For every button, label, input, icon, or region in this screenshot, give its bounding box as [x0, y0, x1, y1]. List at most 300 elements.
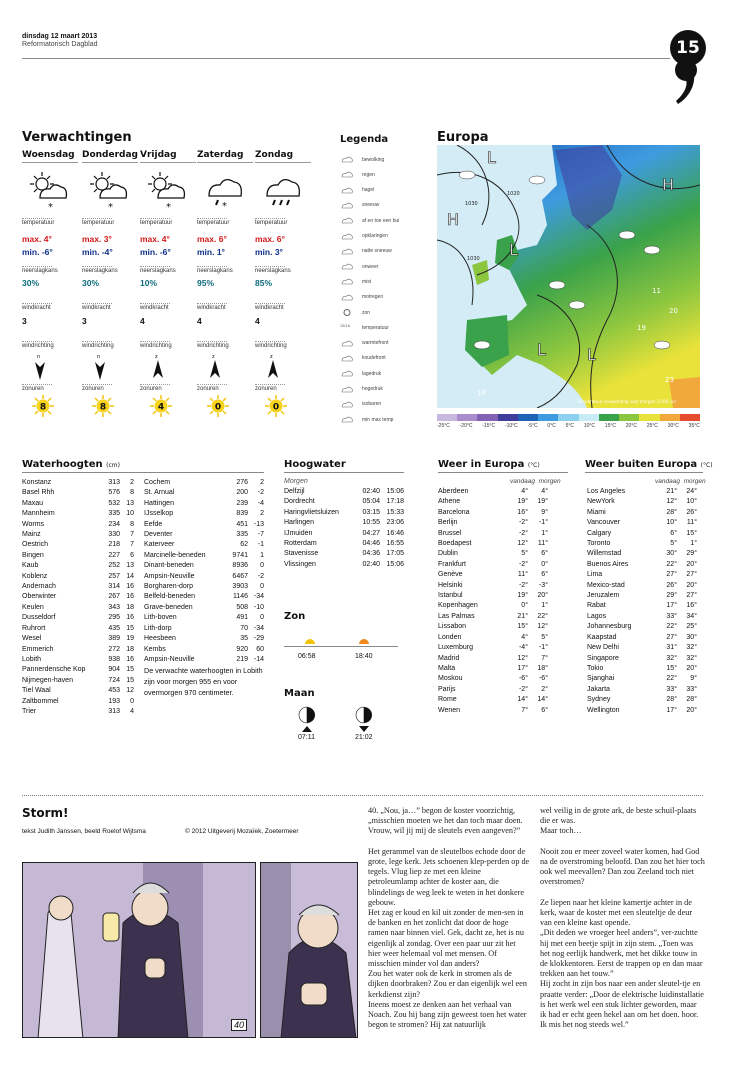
rain-label: neerslagkans — [197, 268, 233, 274]
row-label: Vlissingen — [284, 560, 316, 568]
newspaper-name: Reformatorisch Dagblad — [22, 41, 98, 48]
min-temp: min. -6° — [22, 247, 53, 257]
table-row — [438, 539, 548, 549]
table-row — [587, 497, 697, 507]
table-row — [587, 508, 697, 518]
row-value: 28° — [686, 696, 697, 704]
scale-swatch — [477, 414, 497, 421]
table-row — [284, 529, 404, 539]
snow-sun-icon — [28, 170, 70, 212]
row-value: 1146 — [232, 593, 248, 601]
table-row — [587, 622, 697, 632]
legend-label: opklaringen — [362, 233, 388, 239]
row-value: 32° — [686, 644, 697, 652]
forecast-day — [197, 150, 253, 413]
row-value: 17:18 — [386, 498, 404, 506]
story-credit: tekst Judith Janssen, beeld Roelof Wijtsma — [22, 828, 146, 835]
row-value: 11° — [537, 540, 548, 548]
row-value: 29° — [666, 592, 677, 600]
row-value: 12° — [517, 540, 528, 548]
forecast-day — [140, 150, 196, 413]
row-value: 20° — [686, 581, 697, 589]
row-value: 508 — [236, 603, 248, 611]
scale-label: 20°C — [625, 423, 637, 429]
row-value: -2° — [518, 685, 528, 693]
scale-swatch — [498, 414, 518, 421]
isobar-label: 1020 — [507, 191, 520, 197]
row-label: Emmerich — [22, 645, 54, 653]
row-value: 314 — [108, 583, 120, 591]
water-divider — [22, 472, 264, 473]
table-row — [144, 499, 264, 509]
row-label: Lima — [587, 571, 603, 579]
table-row — [144, 540, 264, 550]
rain-label: neerslagkans — [140, 268, 176, 274]
table-row — [22, 676, 134, 686]
table-row — [284, 539, 404, 549]
table-row — [587, 591, 697, 601]
table-row — [438, 695, 548, 705]
temperature-scale — [437, 414, 700, 421]
table-row — [438, 529, 548, 539]
row-label: Ampsin-Neuville — [144, 572, 195, 580]
wind-direction-icon — [90, 352, 110, 382]
water-table-2 — [144, 478, 264, 665]
sun-icons — [298, 636, 388, 650]
max-temp: max. 4° — [140, 234, 170, 244]
table-row — [22, 509, 134, 519]
sun-label: zonuren — [82, 384, 112, 392]
row-label: Luxemburg — [438, 644, 474, 652]
legend-icon — [340, 339, 354, 348]
isobar-label: 1030 — [467, 256, 480, 262]
row-label: Parijs — [438, 685, 456, 693]
forecast-day — [22, 150, 78, 413]
row-value: 0° — [541, 560, 548, 568]
sunrise-icon — [302, 639, 318, 650]
row-value: 15 — [126, 624, 134, 632]
sleet-cloud-icon — [203, 170, 245, 212]
row-label: Cochem — [144, 479, 171, 486]
row-value: -10 — [253, 603, 264, 611]
row-value: 28° — [666, 696, 677, 704]
table-row — [438, 518, 548, 528]
legend-label: sneeuw — [362, 202, 380, 209]
legend-item — [340, 155, 384, 164]
row-value: 6467 — [232, 572, 248, 580]
weer-europa-colheads: vandaag morgen — [510, 478, 561, 485]
table-row — [587, 487, 697, 497]
moon-icons — [296, 705, 386, 735]
row-value: 16 — [126, 655, 134, 663]
wind-force: 4 — [197, 316, 202, 326]
row-value: 19 — [126, 635, 134, 643]
row-value: 05:04 — [362, 498, 380, 506]
high-pressure-label: H — [447, 210, 460, 229]
wind-direction-icon — [148, 352, 168, 382]
row-label: Boedapest — [438, 540, 472, 548]
row-label: Toronto — [587, 540, 611, 548]
row-value: 5° — [541, 633, 548, 641]
story-column-2: wel veilig in de grote ark, de beste schuil-plaats die er was. Maar toch… Nooit zou er meer zoveel water komen, had God na de overstroming beloofd. Dan zou het hier toch ook wel meevallen? Dan zou Zeeland toch niet overstromen? Ze liepen naar het kleine kamertje achter in de kerk, waar de koster met een sleuteltje de deur van een kleine kast opende. „Dit deden we vroeger heel anders”, ver-zuchtte hij met een beetje spijt in zijn stem. „Toen was het nog eerlijk handwerk, met het dikke touw in de klokkentoren. Eerst de trappen op en dan maar trekken aan het touw.” Hij zocht in zijn bos naar een ander sleutel-tje en praatte verder: „Door de elektrische luidinstallatie is het werk wel een stuk lichter geworden, maar ik had er echt geen hekel aan om het doen. hoor. Ik mis het nog steeds wel.” — [540, 806, 705, 1030]
row-value: 16 — [126, 583, 134, 591]
row-label: Calgary — [587, 529, 612, 537]
table-row — [22, 551, 134, 561]
legend-icon: 15/16 — [340, 323, 351, 329]
row-label: Andernach — [22, 583, 56, 591]
row-label: Eefde — [144, 520, 163, 528]
row-label: Oberwinter — [22, 593, 57, 601]
row-value: 35 — [240, 635, 248, 643]
row-label: Kopenhagen — [438, 602, 478, 610]
row-value: 0 — [130, 697, 134, 705]
table-row — [587, 529, 697, 539]
row-label: Helsinki — [438, 581, 463, 589]
row-value: 26° — [666, 581, 677, 589]
row-label: Basel Rhh — [22, 489, 55, 497]
row-value: 257 — [108, 572, 120, 580]
row-label: Kaub — [22, 562, 39, 570]
horizon-line — [284, 646, 398, 647]
row-value: 11° — [686, 519, 697, 527]
svg-text:0: 0 — [272, 402, 280, 413]
comma-logo-icon — [672, 56, 700, 106]
row-label: Ampsin-Neuville — [144, 655, 195, 663]
row-value: 6° — [670, 529, 677, 537]
row-label: Sydney — [587, 696, 611, 704]
row-label: Sjanghai — [587, 675, 615, 683]
row-label: Pannerdensche Kop — [22, 666, 86, 674]
row-value: 23:06 — [386, 519, 404, 527]
table-row — [438, 622, 548, 632]
table-row — [144, 478, 264, 488]
row-value: 30° — [666, 550, 677, 558]
row-value: 4° — [541, 488, 548, 495]
wind-force: 4 — [255, 316, 260, 326]
wind-direction-icon — [205, 352, 225, 382]
table-row — [438, 570, 548, 580]
legend-label: temperatuur — [362, 324, 389, 331]
wind-force: 3 — [82, 316, 87, 326]
row-value: 32° — [666, 654, 677, 662]
legend-label: motregen — [362, 294, 384, 301]
table-row — [587, 539, 697, 549]
sun-hours-icon — [150, 395, 172, 417]
table-row — [587, 570, 697, 580]
legend-label: bewolking — [362, 156, 385, 163]
row-label: Dinant-beneden — [144, 562, 194, 570]
row-value: 31° — [666, 644, 677, 652]
row-value: 6 — [130, 551, 134, 559]
page-number: 15 — [670, 30, 706, 66]
temp-label: temperatuur — [82, 220, 115, 226]
table-row — [438, 654, 548, 664]
table-row — [587, 643, 697, 653]
legend-item — [340, 293, 383, 302]
row-value: -2 — [257, 489, 264, 497]
scale-swatch — [579, 414, 599, 421]
weer-buiten-divider — [585, 472, 703, 473]
page-date: dinsdag 12 maart 2013 — [22, 33, 98, 40]
wind-force: 3 — [22, 316, 27, 326]
table-row — [144, 603, 264, 613]
table-row — [438, 633, 548, 643]
row-label: Lobith — [22, 655, 42, 663]
legend-item — [340, 262, 378, 271]
rain-label: neerslagkans — [22, 268, 58, 274]
svg-text:n: n — [97, 354, 101, 360]
table-row — [22, 613, 134, 623]
table-row — [22, 707, 134, 717]
table-row — [587, 612, 697, 622]
legend-icon — [340, 170, 354, 179]
table-row — [284, 487, 404, 497]
row-value: 16:55 — [386, 540, 404, 548]
weer-europa-divider — [438, 472, 568, 473]
row-label: Dordrecht — [284, 498, 315, 506]
table-row — [438, 685, 548, 695]
legend-label: zon — [362, 309, 371, 316]
table-row — [438, 674, 548, 684]
row-label: Vancouver — [587, 519, 620, 527]
sunset-icon — [356, 639, 372, 650]
legend-item — [340, 232, 388, 241]
high-pressure-label: H — [662, 175, 675, 194]
table-row — [438, 581, 548, 591]
row-value: 16 — [126, 593, 134, 601]
row-value: 13 — [126, 562, 134, 570]
row-value: 4° — [521, 488, 528, 495]
legend-item — [340, 308, 370, 317]
sun-label: zonuren — [197, 384, 227, 392]
row-value: 1° — [541, 602, 548, 610]
weer-buiten-table — [587, 487, 697, 716]
row-value: 1° — [541, 529, 548, 537]
scale-swatch — [437, 414, 457, 421]
row-value: 7 — [130, 531, 134, 539]
table-row — [284, 508, 404, 518]
row-value: 27° — [686, 592, 697, 600]
sun-hours-icon — [92, 395, 114, 417]
row-label: Marcinelle-beneden — [144, 551, 206, 559]
legend-title: Legenda — [340, 134, 389, 145]
svg-text:*: * — [166, 202, 171, 212]
temp-label: temperatuur — [255, 220, 288, 226]
row-value: 8 — [130, 520, 134, 528]
legend-icon — [340, 155, 354, 164]
svg-text:n: n — [37, 354, 41, 360]
tide-divider — [284, 472, 404, 473]
row-value: 0 — [260, 583, 264, 591]
row-label: Hattingen — [144, 499, 174, 507]
table-row — [587, 601, 697, 611]
row-label: Brussel — [438, 529, 462, 537]
row-value: 313 — [108, 707, 120, 715]
forecast-day — [82, 150, 139, 413]
row-value: 14° — [537, 696, 548, 704]
row-label: Stavenisse — [284, 550, 319, 558]
row-value: 12° — [517, 654, 528, 662]
story-title: Storm! — [22, 806, 69, 820]
row-value: 34° — [686, 612, 697, 620]
row-label: Los Angeles — [587, 488, 626, 495]
table-row — [22, 665, 134, 675]
svg-text:*: * — [48, 202, 53, 212]
table-row — [144, 509, 264, 519]
forecast-day — [255, 150, 311, 413]
row-value: 9° — [541, 508, 548, 516]
row-label: Madrid — [438, 654, 460, 662]
table-row — [144, 592, 264, 602]
scale-swatch — [538, 414, 558, 421]
table-row — [22, 645, 134, 655]
row-value: 16 — [126, 614, 134, 622]
table-row — [22, 686, 134, 696]
row-value: 532 — [108, 499, 120, 507]
row-label: Rotterdam — [284, 540, 317, 548]
table-row — [284, 560, 404, 570]
row-value: 0° — [521, 602, 528, 610]
comic-illustration-2 — [261, 863, 358, 1038]
legend-item — [340, 369, 381, 378]
table-row — [22, 634, 134, 644]
row-label: Bingen — [22, 551, 44, 559]
row-value: -6° — [538, 675, 548, 683]
table-row — [144, 572, 264, 582]
row-value: 0 — [260, 562, 264, 570]
legend-label: natte sneeuw — [362, 248, 392, 255]
moonrise-icon — [299, 707, 315, 732]
sunrise-time: 06:58 — [298, 653, 316, 660]
row-value: 24° — [686, 488, 697, 495]
wind-direction-icon — [263, 352, 283, 382]
scale-label: -15°C — [482, 423, 496, 429]
europe-weather-map — [437, 145, 700, 408]
table-row — [144, 613, 264, 623]
rain-label: neerslagkans — [82, 268, 118, 274]
legend-icon — [340, 369, 354, 378]
row-label: Mannheim — [22, 510, 55, 518]
scale-label: -20°C — [459, 423, 473, 429]
table-row — [438, 497, 548, 507]
row-value: 20° — [537, 592, 548, 600]
table-row — [587, 695, 697, 705]
table-row — [587, 549, 697, 559]
row-value: 04:46 — [362, 540, 380, 548]
row-value: 18 — [126, 645, 134, 653]
legend-label: onweer — [362, 263, 379, 270]
row-value: 10° — [666, 519, 677, 527]
row-label: Singapore — [587, 654, 619, 662]
row-label: Wesel — [22, 635, 42, 643]
legend-icon — [340, 308, 354, 317]
row-value: 03:15 — [362, 508, 380, 516]
row-value: -2° — [518, 560, 528, 568]
wind-force: 4 — [140, 316, 145, 326]
row-value: 15 — [126, 676, 134, 684]
row-value: 276 — [236, 479, 248, 486]
row-value: 219 — [236, 655, 248, 663]
row-value: 12° — [666, 498, 677, 506]
sun-label: zonuren — [255, 384, 285, 392]
low-pressure-label: L — [487, 148, 496, 167]
scale-swatch — [619, 414, 639, 421]
scale-label: 10°C — [583, 423, 595, 429]
row-value: 272 — [108, 645, 120, 653]
row-value: 19° — [517, 592, 528, 600]
row-label: Delfzijl — [284, 488, 305, 495]
max-temp: max. 4° — [22, 234, 52, 244]
row-value: 267 — [108, 593, 120, 601]
row-value: 21° — [666, 488, 677, 495]
low-pressure-label: L — [587, 345, 596, 364]
table-row — [284, 497, 404, 507]
row-value: 491 — [236, 614, 248, 622]
row-value: 22° — [666, 623, 677, 631]
legend-item — [340, 400, 381, 409]
row-value: 17° — [666, 706, 677, 714]
row-value: 9° — [690, 675, 697, 683]
scale-label: -5°C — [527, 423, 538, 429]
row-value: 193 — [108, 697, 120, 705]
row-value: 28° — [666, 508, 677, 516]
forecast-title: Verwachtingen — [22, 130, 132, 145]
row-value: -34 — [253, 624, 264, 632]
row-value: -29 — [253, 635, 264, 643]
scale-label: 25°C — [646, 423, 658, 429]
wind-label: windkracht — [255, 305, 284, 311]
snow-sun-icon — [146, 170, 188, 212]
table-row — [22, 499, 134, 509]
sun-title: Zon — [284, 611, 306, 622]
table-row — [22, 624, 134, 634]
row-value: 2 — [130, 479, 134, 486]
sun-label: zonuren — [22, 384, 52, 392]
row-value: 14° — [517, 696, 528, 704]
map-caption: Temperatuur verwachting voor morgen 12:00 uur — [577, 399, 677, 404]
table-row — [144, 530, 264, 540]
row-value: 453 — [108, 687, 120, 695]
row-value: 16° — [686, 602, 697, 610]
row-value: 02:40 — [362, 488, 380, 495]
row-label: IJmuiden — [284, 529, 313, 537]
row-value: 938 — [108, 655, 120, 663]
row-value: 02:40 — [362, 560, 380, 568]
row-label: St. Arnual — [144, 489, 175, 497]
table-row — [22, 592, 134, 602]
row-value: 33° — [666, 612, 677, 620]
scale-swatch — [599, 414, 619, 421]
legend-icon — [340, 400, 354, 409]
legend-label: af en toe een bui — [362, 217, 400, 224]
row-value: 17° — [666, 602, 677, 610]
row-value: 904 — [108, 666, 120, 674]
legend-item — [340, 339, 388, 348]
svg-text:8: 8 — [39, 402, 47, 413]
day-name: Woensdag — [22, 150, 78, 163]
row-value: 7° — [541, 654, 548, 662]
weer-buiten-colheads: vandaag morgen — [655, 478, 706, 485]
table-row — [438, 487, 548, 497]
isobar-label: 1030 — [465, 201, 478, 207]
row-value: 22° — [537, 612, 548, 620]
row-value: 0 — [260, 614, 264, 622]
row-value: 22° — [666, 675, 677, 683]
row-label: Londen — [438, 633, 462, 641]
table-row — [587, 560, 697, 570]
table-row — [22, 561, 134, 571]
wind-label: windkracht — [197, 305, 226, 311]
